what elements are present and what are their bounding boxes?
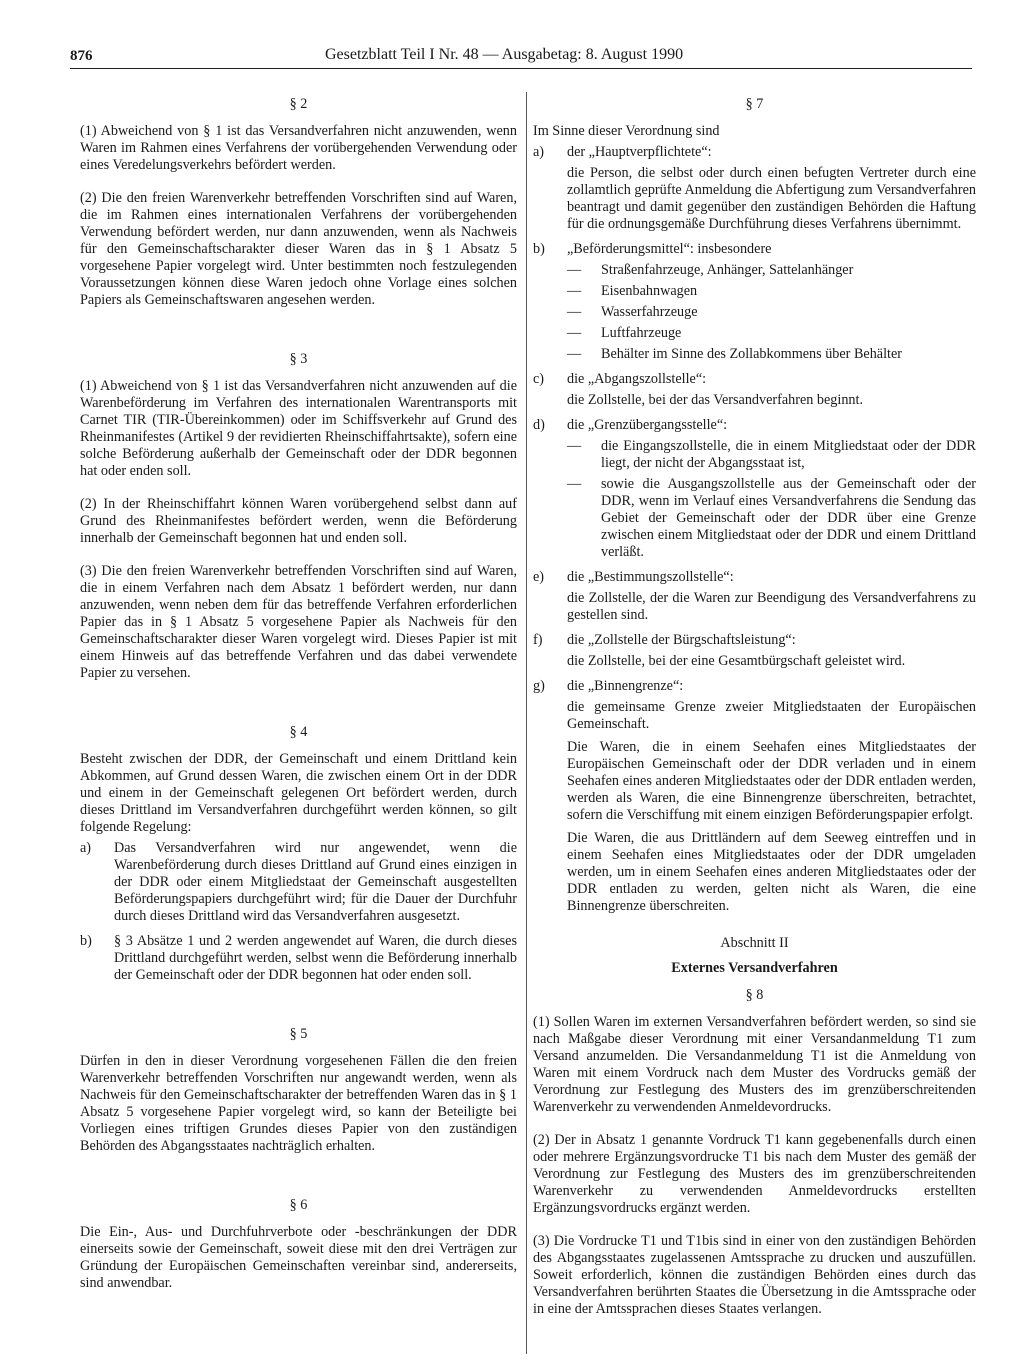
list-item [80, 840, 517, 925]
item-text: § 3 Absätze 1 und 2 werden angewendet auf Waren, die durch dieses Drittland durchgeführt werden, selbst wenn die Beförderung innerhalb der Gemeinschaft oder der DDR begonnen hat oder enden soll. [114, 933, 517, 983]
definition-term: c) die „Abgangszollstelle“: [533, 371, 707, 387]
definition-body: die Zollstelle, bei der das Versandverfahren beginnt. [567, 392, 863, 408]
abschnitt-label: Abschnitt II [720, 935, 789, 951]
dash-item: — Behälter im Sinne des Zollabkommens über Behälter [567, 346, 903, 362]
definition-body: die Person, die selbst oder durch einen befugten Vertreter durch eine zollamtlich geprüfte Anmeldung die Abfertigung zum Versandverfahren beantragt und damit gegenüber den zuständigen Behörden die Haftung für die ordnungsgemäße Durchführung dieses Verfahrens übernimmt. [567, 165, 976, 232]
section-heading-5: § 5 [289, 1026, 308, 1042]
definition-term: g) die „Binnengrenze“: [533, 678, 684, 694]
item-marker: c) [533, 371, 545, 387]
dash-item: — Eisenbahnwagen [567, 283, 698, 299]
dash-item: — Straßenfahrzeuge, Anhänger, Sattelanhänger [567, 262, 854, 278]
paragraph: Dürfen in den in dieser Verordnung vorgesehenen Fällen die den freien Warenverkehr betreffenden Vorschriften nur angewandt werden, wenn als Nachweis für den Gemeinschaftscharakter der betreffenden Waren das in § 1 Absatz 5 vorgesehene Papier vorgelegt wird, so kann der Beteiligte bei Vorliegen eines triftigen Grundes dieses Papier von den zuständigen Behörden des Abgangsstaates nachträglich erhalten. [80, 1053, 517, 1154]
definition-term: b) „Beförderungsmittel“: insbesondere [533, 241, 772, 257]
paragraph: Die Ein-, Aus- und Durchfuhrverbote oder -beschränkungen der DDR einerseits sowie der Gemeinschaft, soweit diese mit den drei Verträgen zur Gründung der Europäischen Gemeinschaften vereinbar sind, andererseits, sind anwendbar. [80, 1224, 517, 1291]
item-marker: e) [533, 569, 545, 585]
definition-term: f) die „Zollstelle der Bürgschaftsleistung“: [533, 632, 796, 648]
paragraph: Im Sinne dieser Verordnung sind [533, 123, 720, 139]
dash-item: — Wasserfahrzeuge [567, 304, 698, 320]
dash-item: — Luftfahrzeuge [567, 325, 682, 341]
right-column [533, 96, 976, 1334]
left-column [80, 96, 517, 1308]
paragraph: (2) In der Rheinschiffahrt können Waren vorübergehend selbst dann auf Grund des Rheinmanifestes befördert werden, wenn die Beförderung innerhalb der Gemeinschaft begonnen hat und enden soll. [80, 496, 517, 546]
section-heading-7: § 7 [745, 96, 764, 112]
item-marker: g) [533, 678, 545, 694]
paragraph: (2) Der in Absatz 1 genannte Vordruck T1 kann gegebenenfalls durch einen oder mehrere Ergänzungsvordrucke T1 bis nach dem Muster des gemäß der Verordnung zur Festlegung des Musters des im grenzüberschreitenden Warenverkehr zu verwendenden Anmeldevordrucks erstellten Ergänzungsvordrucks ergänzt werden. [533, 1132, 976, 1216]
paragraph: (1) Abweichend von § 1 ist das Versandverfahren nicht anzuwenden, wenn Waren im Rahmen eines Verfahrens der vorübergehenden Verwendung oder eines Veredelungsverkehrs befördert werden. [80, 123, 517, 173]
abschnitt-title: Externes Versandverfahren [671, 960, 838, 976]
item-marker: b) [80, 933, 92, 949]
item-text: Das Versandverfahren wird nur angewendet, wenn die Warenbeförderung durch dieses Drittland auf Grund eines einzigen in der DDR oder einem Mitgliedstaat der Gemeinschaft ausgestellten Beförderungspapiers durchgeführt wird; für die Dauer der Durchfuhr durch dieses Drittland wird das Versandverfahren ausgesetzt. [114, 840, 517, 924]
item-marker: a) [533, 144, 545, 160]
item-marker: b) [533, 241, 545, 257]
dash-item: — sowie die Ausgangszollstelle aus der Gemeinschaft oder der DDR, wenn im Verlauf eines Versandverfahrens die Sendung das Gebiet der Gemeinschaft oder der DDR über eine Grenze zwischen einem Mitgliedstaat oder der DDR und einem Drittland verläßt. [567, 476, 976, 560]
item-marker: a) [80, 840, 92, 856]
paragraph: Besteht zwischen der DDR, der Gemeinschaft und einem Drittland kein Abkommen, auf Grund dessen Waren, die zwischen einem Ort in der DDR und einem in der Gemeinschaft gelegenen Ort befördert werden, durch dieses Drittland im Versandverfahren durchgeführt werden können, so gilt folgende Regelung: [80, 751, 517, 835]
dash-item: — die Eingangszollstelle, die in einem Mitgliedstaat oder der DDR liegt, der nicht der Abgangsstaat ist, [567, 438, 976, 471]
header-title: Gesetzblatt Teil I Nr. 48 — Ausgabetag: 8. August 1990 [325, 46, 684, 63]
section-heading-2: § 2 [289, 96, 308, 112]
definition-body: die Zollstelle, bei der eine Gesamtbürgschaft geleistet wird. [567, 653, 906, 669]
section-heading-3: § 3 [289, 351, 308, 367]
paragraph: (1) Sollen Waren im externen Versandverfahren befördert werden, so sind sie nach Maßgabe dieser Verordnung mit einer Versandanmeldung T1 zum Versand anzumelden. Die Versandanmeldung T1 ist die Anmeldung von Waren mit einem Vordruck nach dem Muster des Vordrucks gemäß der Verordnung zur Festlegung des Musters des im grenzüberschreitenden Warenverkehr zu verwendenden Anmeldevordrucks. [533, 1014, 976, 1115]
definition-body: die gemeinsame Grenze zweier Mitgliedstaaten der Europäischen Gemeinschaft. Die Waren, die in einem Seehafen eines Mitgliedstaates der Europäischen Gemeinschaft oder der DDR verladen und in einem Seehafen eines anderen Mitgliedstaates oder der DDR entladen werden, werden als Waren, die eine Binnengrenze überschreiten, betrachtet, sofern die Verschiffung mit einem einzigen Beförderungspapier erfolgt. Die Waren, die aus Drittländern auf dem Seeweg eintreffen und in einem Seehafen eines Mitgliedstaates oder der DDR umgeladen werden, um in einem Seehafen eines anderen Mitgliedstaates oder der DDR entladen zu werden, gelten nicht als Waren, die eine Binnengrenze überschreiten. [567, 699, 976, 914]
section-heading-6: § 6 [289, 1197, 308, 1213]
paragraph: (3) Die den freien Warenverkehr betreffenden Vorschriften sind auf Waren, die in einem Verfahren nach dem Absatz 1 befördert werden, nur dann anzuwenden, wenn neben dem für das betreffende Verfahren erforderlichen Papier das in § 1 Absatz 5 vorgesehene Papier als Nachweis für den Gemeinschaftscharakter dieser Waren vorgelegt wird. Dieses Papier ist mit einem Hinweis auf das betreffende Verfahren und das dabei verwendete Papier zu versehen. [80, 563, 517, 681]
definition-body: die Zollstelle, der die Waren zur Beendigung des Versandverfahrens zu gestellen sind. [567, 590, 976, 623]
section-heading-4: § 4 [289, 724, 308, 740]
list-item [80, 933, 517, 984]
item-marker: d) [533, 417, 545, 433]
definition-term: d) die „Grenzübergangsstelle“: [533, 417, 728, 433]
column-divider [526, 92, 527, 1354]
page-number: 876 [70, 48, 93, 64]
section-heading-8: § 8 [745, 987, 764, 1003]
paragraph: (2) Die den freien Warenverkehr betreffenden Vorschriften sind auf Waren, die im Rahmen eines internationalen Verfahrens der vorübergehenden Verwendung befördert werden, nur dann anzuwenden, wenn als Nachweis für den Gemeinschaftscharakter dieser Waren das in § 1 Absatz 5 vorgesehene Papier vorgelegt wird. Unter bestimmten noch festzulegenden Voraussetzungen können diese Waren jedoch ohne Vorlage eines solchen Papiers als Gemeinschaftswaren angesehen werden. [80, 190, 517, 308]
item-marker: f) [533, 632, 543, 648]
paragraph: (1) Abweichend von § 1 ist das Versandverfahren nicht anzuwenden auf die Warenbeförderung im Verfahren des internationalen Warentransports mit Carnet TIR (TIR-Übereinkommen) oder im Schiffsverkehr auf Grund des Rheinmanifestes (Artikel 9 der revidierten Rheinschiffahrtsakte), sofern eine solche Beförderung außerhalb der Gemeinschaft oder der DDR begonnen hat oder enden soll. [80, 378, 517, 479]
paragraph: (3) Die Vordrucke T1 und T1bis sind in einer von den zuständigen Behörden des Abgangsstaates zugelassenen Amtssprache zu drucken und auszufüllen. Soweit erforderlich, können die zuständigen Behörden eines durch das Versandverfahren berührten Staates die Übersetzung in die Amtssprache oder in eine der Amtssprachen dieses Staates verlangen. [533, 1233, 976, 1317]
page-header [70, 46, 972, 69]
definition-term: a) der „Hauptverpflichtete“: [533, 144, 712, 160]
definition-term: e) die „Bestimmungszollstelle“: [533, 569, 734, 585]
